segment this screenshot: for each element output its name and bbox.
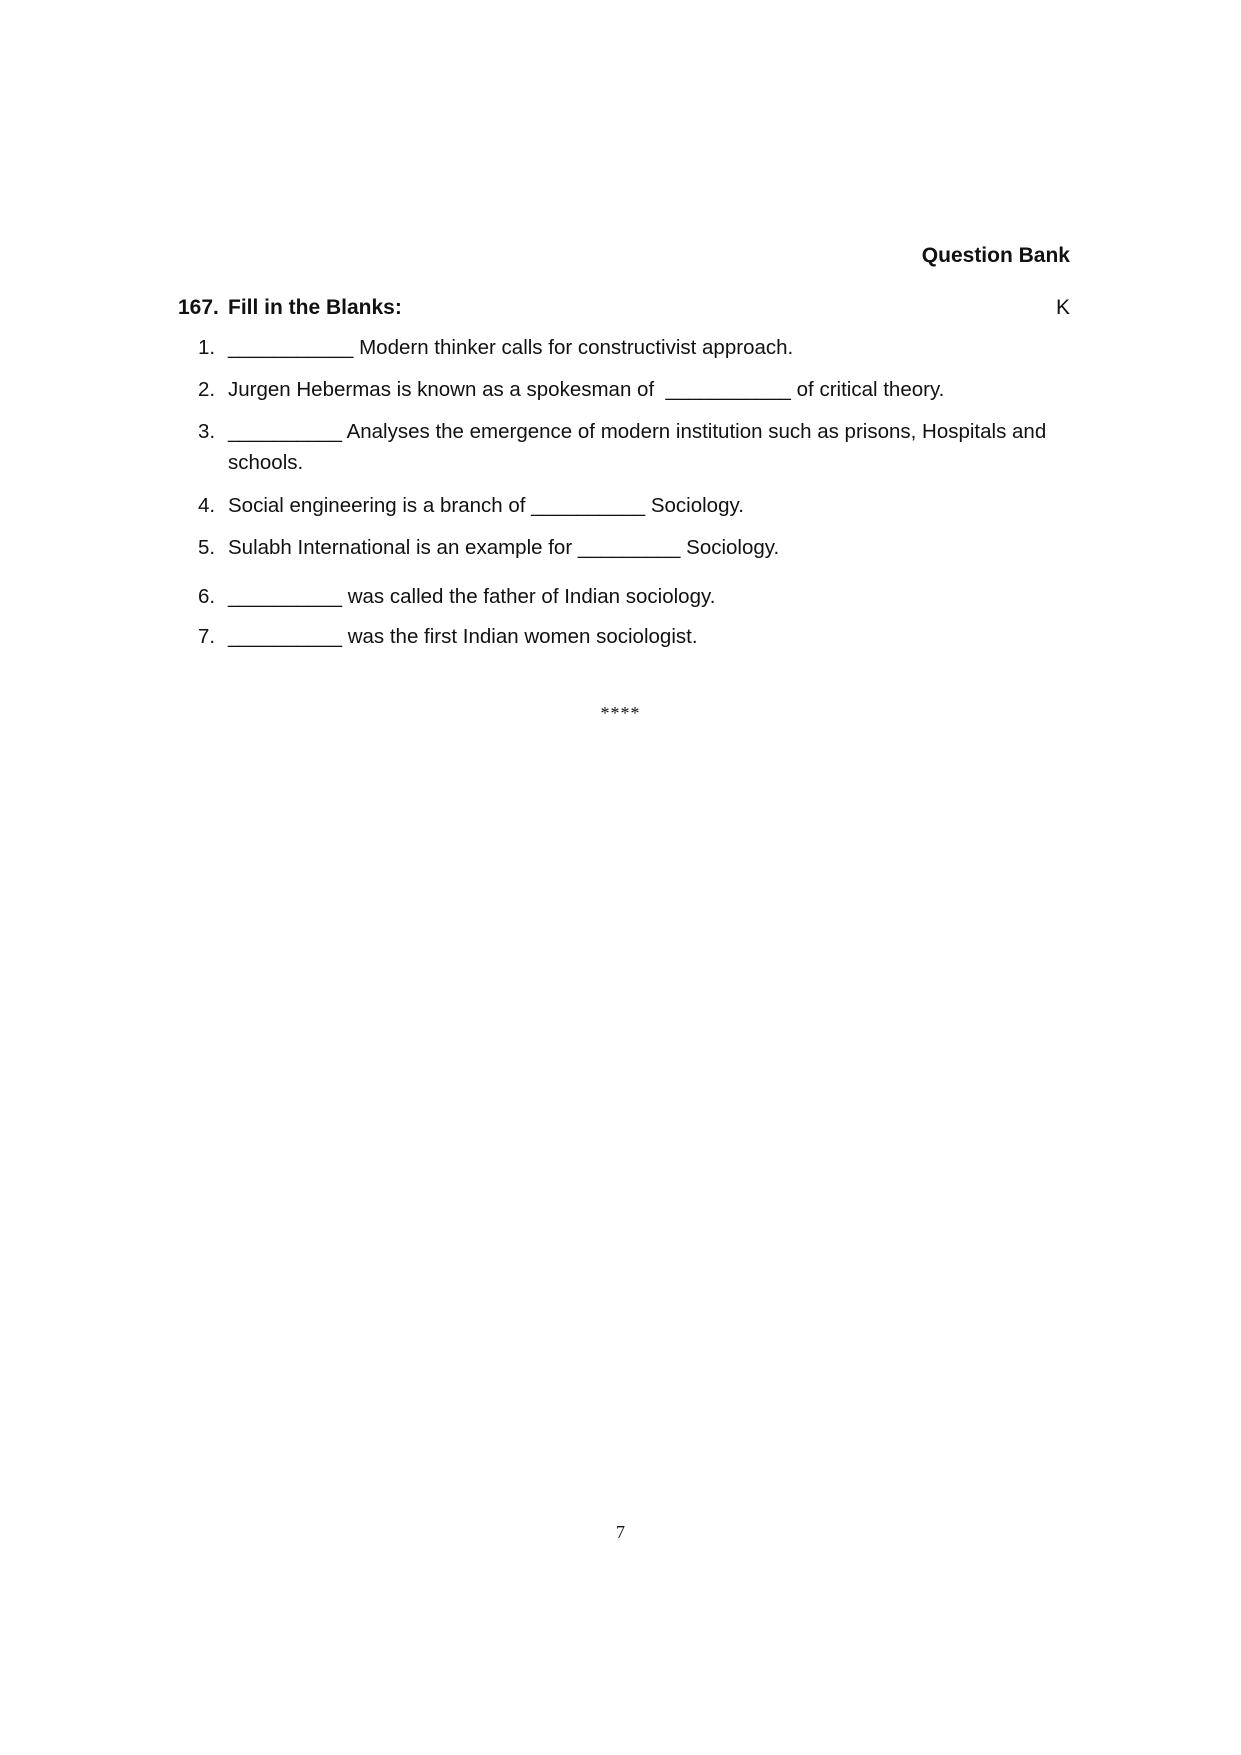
page-number: 7	[616, 1522, 625, 1542]
item-number: 1.	[198, 336, 216, 359]
item-number: 7.	[198, 625, 216, 648]
item-text: Jurgen Hebermas is known as a spokesman of ___________ of critical theory.	[228, 378, 945, 401]
list-item	[178, 416, 1070, 478]
item-number: 6.	[198, 585, 216, 608]
item-text: Sulabh International is an example for _________ Sociology.	[228, 536, 780, 559]
item-text: __________ was the first Indian women sociologist.	[228, 625, 698, 648]
list-item	[178, 532, 1070, 563]
item-number: 5.	[198, 536, 216, 559]
item-number: 4.	[198, 494, 216, 517]
header-title: Question Bank	[921, 244, 1070, 267]
item-text: Social engineering is a branch of __________ Sociology.	[228, 494, 744, 517]
list-item	[178, 581, 1070, 612]
item-text: __________ was called the father of Indian sociology.	[228, 585, 716, 608]
item-number: 2.	[198, 378, 216, 401]
item-text: ___________ Modern thinker calls for constructivist approach.	[228, 336, 794, 359]
list-item	[178, 621, 1070, 652]
question-title: Fill in the Blanks:	[228, 296, 402, 319]
closing-mark: ****	[600, 703, 641, 723]
question-heading	[178, 296, 1070, 322]
question-level: K	[1055, 296, 1070, 319]
list-item	[178, 332, 1070, 363]
list-item	[178, 374, 1070, 405]
list-item	[178, 490, 1070, 521]
item-number: 3.	[198, 420, 216, 443]
question-number: 167.	[178, 296, 219, 319]
item-text: __________ Analyses the emergence of modern institution such as prisons, Hospitals and schools.	[228, 420, 1052, 474]
